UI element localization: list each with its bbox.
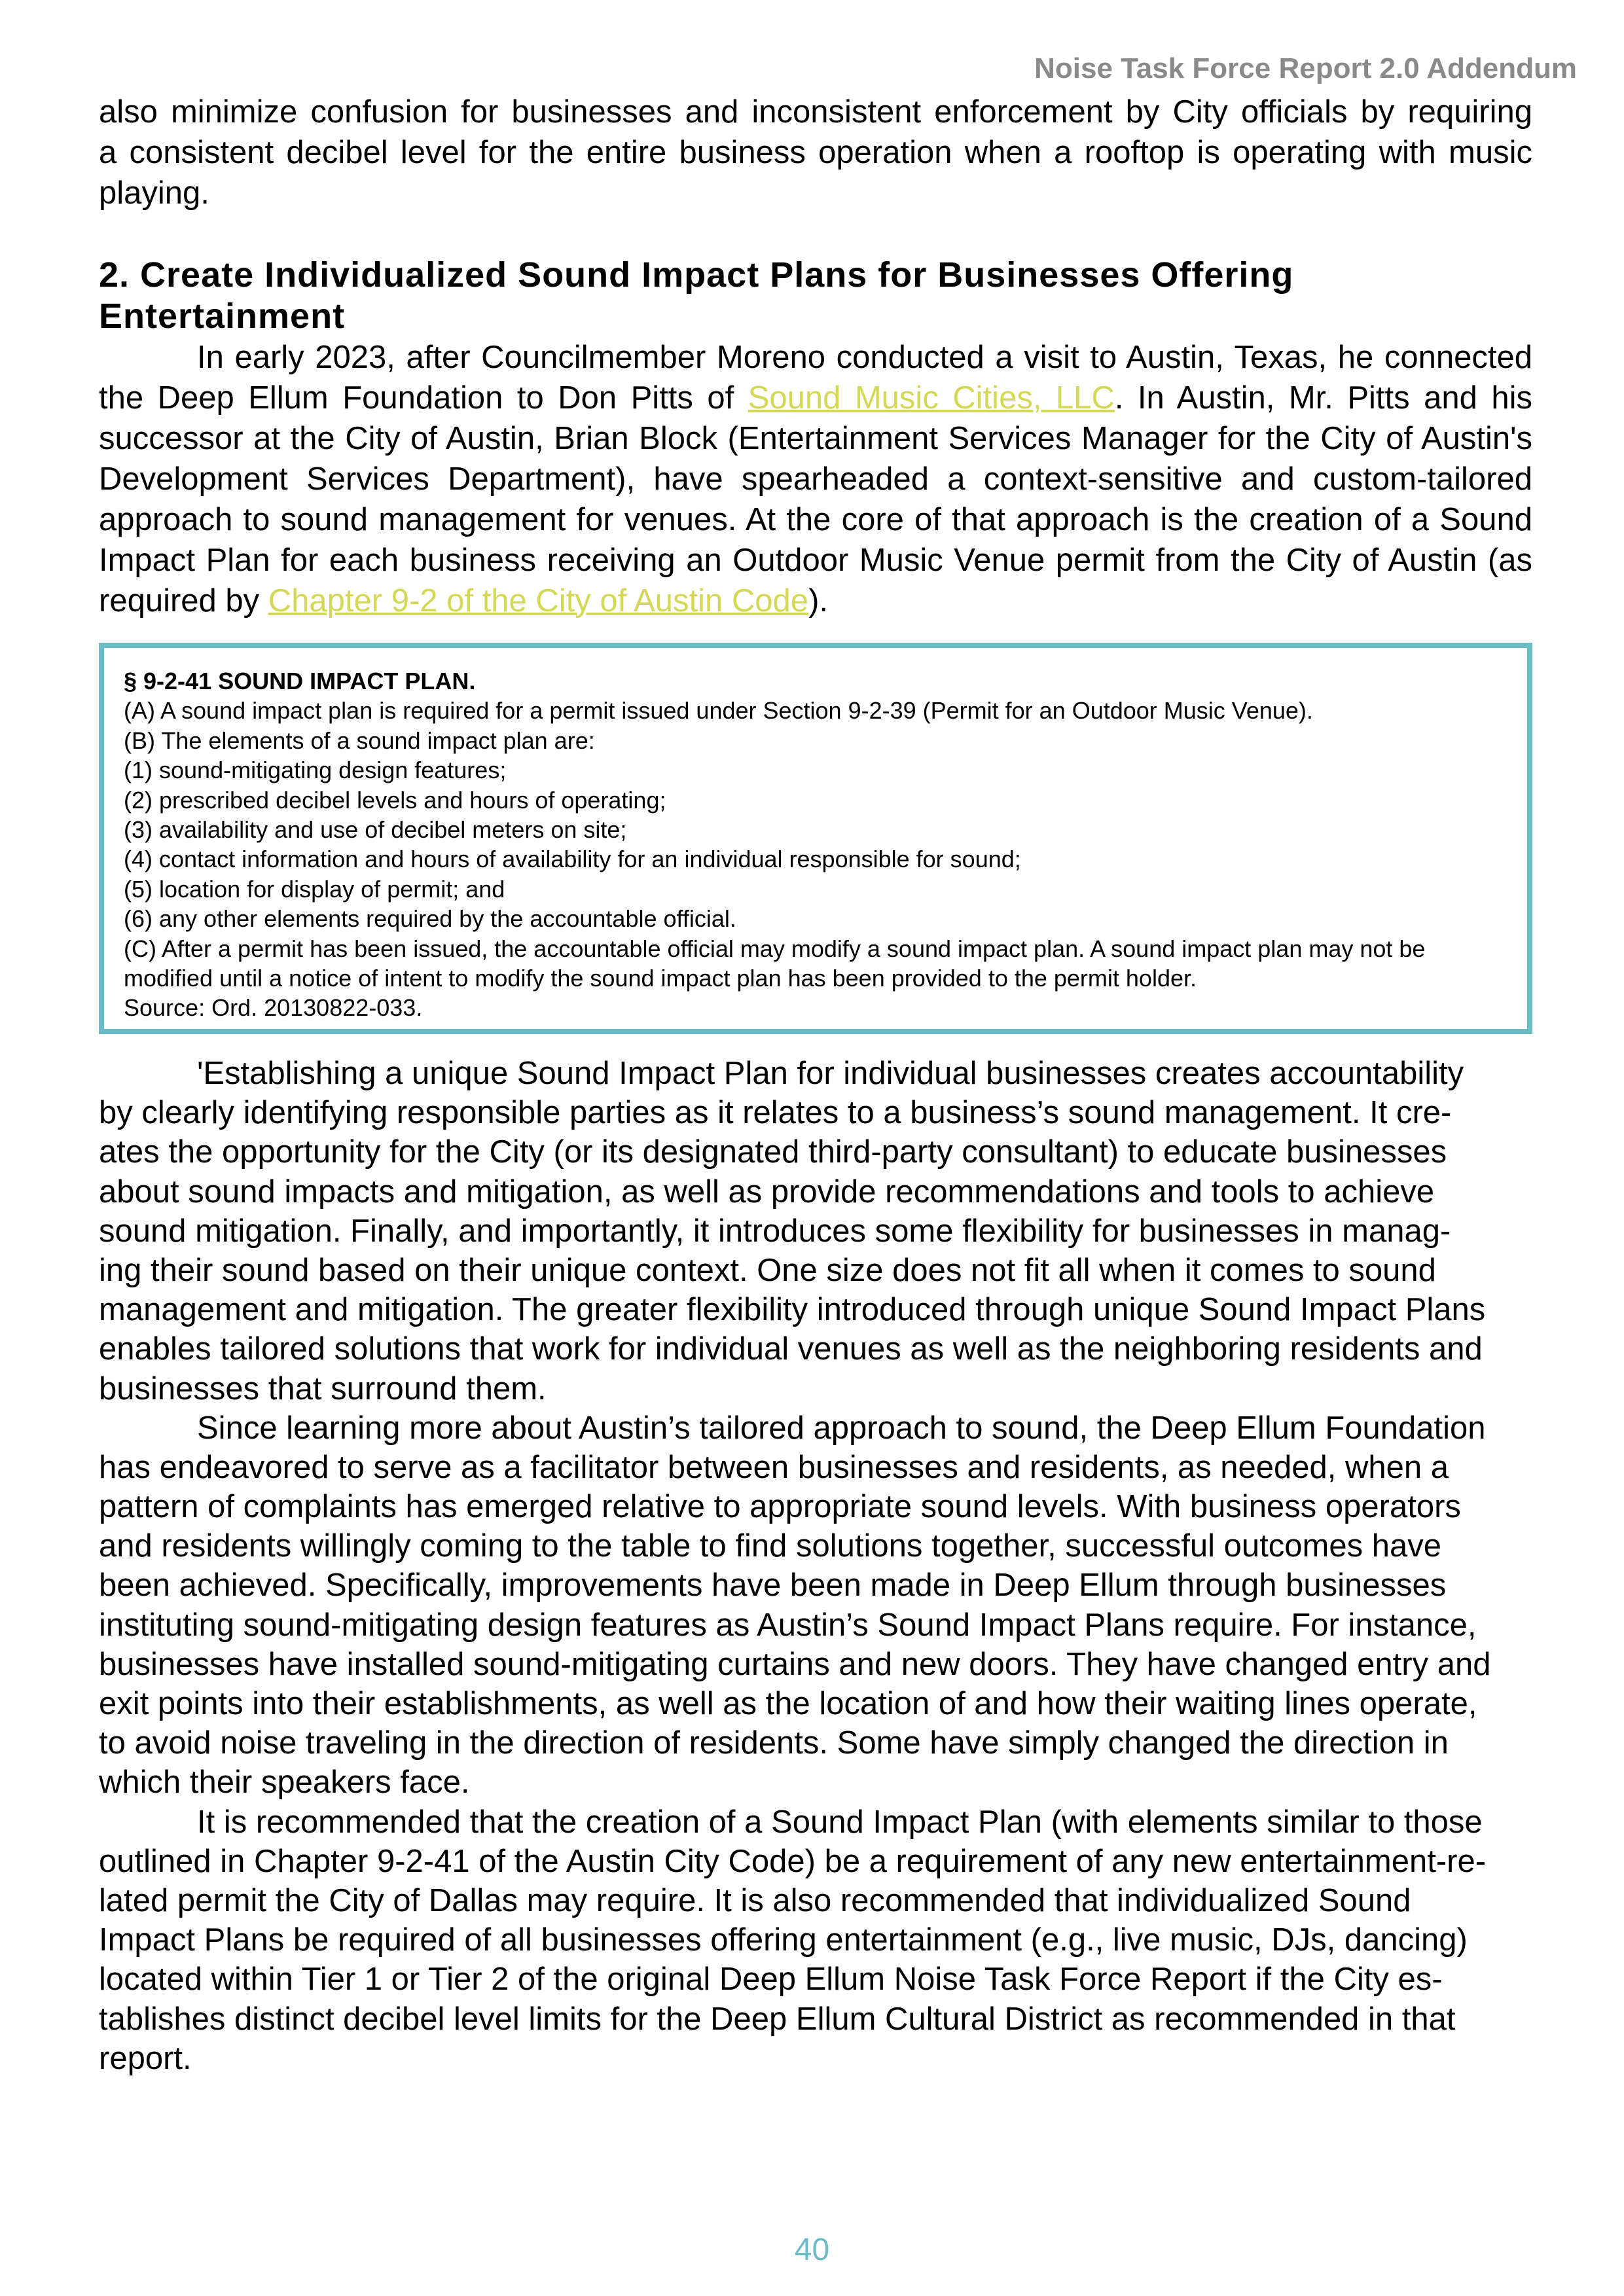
- text-line: and residents willingly coming to the table to find solutions together, successful outcomes have: [99, 1528, 1441, 1564]
- text-line: In early 2023, after Councilmember Moreno conducted a visit to Austin, Texas, he connected: [197, 340, 1532, 375]
- text-line: enables tailored solutions that work for individual venues as well as the neighboring residents and: [99, 1331, 1483, 1367]
- body-flow: [99, 1054, 1532, 2078]
- code-line: (6) any other elements required by the accountable official.: [124, 905, 736, 933]
- text-line: pattern of complaints has emerged relative to appropriate sound levels. With business operators: [99, 1489, 1461, 1525]
- text-line: outlined in Chapter 9-2-41 of the Austin City Code) be a requirement of any new entertainment-re-: [99, 1843, 1487, 1879]
- code-line: Source: Ord. 20130822-033.: [124, 994, 423, 1022]
- text-line: Development Services Department), have spearheaded a context-sensitive and custom-tailored: [99, 461, 1532, 497]
- text-line: ing their sound based on their unique context. One size does not fit all when it comes to sound: [99, 1252, 1436, 1288]
- heading-line: 2. Create Individualized Sound Impact Plans for Businesses Offering: [99, 255, 1294, 295]
- running-header: Noise Task Force Report 2.0 Addendum: [1034, 52, 1577, 84]
- text-line: Since learning more about Austin’s tailored approach to sound, the Deep Ellum Foundation: [197, 1410, 1486, 1446]
- text-line: It is recommended that the creation of a Sound Impact Plan (with elements similar to those: [197, 1804, 1483, 1840]
- text-line: approach to sound management for venues. At the core of that approach is the creation of a Sound: [99, 502, 1532, 537]
- text-line: sound mitigation. Finally, and importantly, it introduces some flexibility for businesses in manag-: [99, 1213, 1451, 1249]
- text: . In Austin, Mr. Pitts and his: [1114, 380, 1532, 416]
- text: required by: [99, 583, 268, 619]
- text-line: has endeavored to serve as a facilitator between businesses and residents, as needed, when a: [99, 1449, 1449, 1485]
- text-line: been achieved. Specifically, improvements have been made in Deep Ellum through businesses: [99, 1568, 1447, 1604]
- text-line: lated permit the City of Dallas may require. It is also recommended that individualized Sound: [99, 1882, 1411, 1918]
- paragraph-recommendation: [99, 1803, 1532, 2078]
- text-line: tablishes distinct decibel level limits for the Deep Ellum Cultural District as recommended in that: [99, 2001, 1456, 2037]
- code-line: (1) sound-mitigating design features;: [124, 757, 507, 784]
- text-line: which their speakers face.: [99, 1765, 470, 1801]
- text-line: a consistent decibel level for the entire business operation when a rooftop is operating with music: [99, 135, 1532, 170]
- code-line: (4) contact information and hours of availability for an individual responsible for sound;: [124, 846, 1021, 873]
- text-line: businesses have installed sound-mitigating curtains and new doors. They have changed entry and: [99, 1646, 1491, 1682]
- code-line: (B) The elements of a sound impact plan are:: [124, 726, 595, 754]
- code-excerpt-box: [99, 643, 1532, 1034]
- text-line: ates the opportunity for the City (or its designated third-party consultant) to educate businesses: [99, 1134, 1447, 1170]
- text-line: instituting sound-mitigating design features as Austin’s Sound Impact Plans require. For instance,: [99, 1607, 1477, 1643]
- code-lines: [124, 696, 1507, 1022]
- text-line: also minimize confusion for businesses and inconsistent enforcement by City officials by requiring: [99, 94, 1532, 130]
- paragraph-intro: [99, 92, 1532, 213]
- text-line: Impact Plans be required of all businesses offering entertainment (e.g., live music, DJs, dancing): [99, 1922, 1468, 1958]
- text-line: to avoid noise traveling in the direction of residents. Some have simply changed the direction in: [99, 1725, 1449, 1761]
- text-line: report.: [99, 2040, 192, 2076]
- text-line: [99, 581, 1532, 621]
- text-line: successor at the City of Austin, Brian Block (Entertainment Services Manager for the City of Austin's: [99, 421, 1532, 456]
- text-line: by clearly identifying responsible parties as it relates to a business’s sound management. It cre-: [99, 1095, 1452, 1131]
- text-line: playing.: [99, 175, 209, 211]
- text-line: located within Tier 1 or Tier 2 of the original Deep Ellum Noise Task Force Report if the City es-: [99, 1962, 1443, 1998]
- text-line: 'Establishing a unique Sound Impact Plan for individual businesses creates accountability: [197, 1056, 1464, 1091]
- paragraph-since-learning: [99, 1408, 1532, 1803]
- code-line: (A) A sound impact plan is required for a permit issued under Section 9-2-39 (Permit for an Outdoor Music Venue).: [124, 697, 1313, 725]
- austin-code-link[interactable]: Chapter 9-2 of the City of Austin Code: [268, 583, 809, 619]
- sound-music-cities-link[interactable]: Sound Music Cities, LLC: [748, 380, 1115, 416]
- text-line: about sound impacts and mitigation, as well as provide recommendations and tools to achieve: [99, 1174, 1435, 1210]
- section-heading: [99, 255, 1532, 337]
- code-title: § 9-2-41 SOUND IMPACT PLAN.: [124, 668, 476, 694]
- text-line: exit points into their establishments, as well as the location of and how their waiting lines operate,: [99, 1686, 1477, 1721]
- code-line: (5) location for display of permit; and: [124, 875, 505, 903]
- code-line: (C) After a permit has been issued, the accountable official may modify a sound impact plan. A sound impact plan may not be: [124, 935, 1426, 962]
- text: ).: [808, 583, 828, 619]
- code-line: modified until a notice of intent to modify the sound impact plan has been provided to the permit holder.: [124, 965, 1197, 992]
- text-line: businesses that surround them.: [99, 1371, 547, 1407]
- text-line: management and mitigation. The greater flexibility introduced through unique Sound Impact Plans: [99, 1292, 1486, 1328]
- text-line: Impact Plan for each business receiving an Outdoor Music Venue permit from the City of Austin (as: [99, 543, 1532, 578]
- text: the Deep Ellum Foundation to Don Pitts of: [99, 380, 748, 416]
- paragraph-establishing: [99, 1054, 1532, 1408]
- code-line: (3) availability and use of decibel meters on site;: [124, 816, 627, 844]
- code-line: (2) prescribed decibel levels and hours of operating;: [124, 786, 666, 814]
- page-number: 40: [794, 2233, 830, 2267]
- paragraph-austin: [99, 337, 1532, 621]
- text-line: [99, 378, 1532, 418]
- heading-line: Entertainment: [99, 296, 346, 336]
